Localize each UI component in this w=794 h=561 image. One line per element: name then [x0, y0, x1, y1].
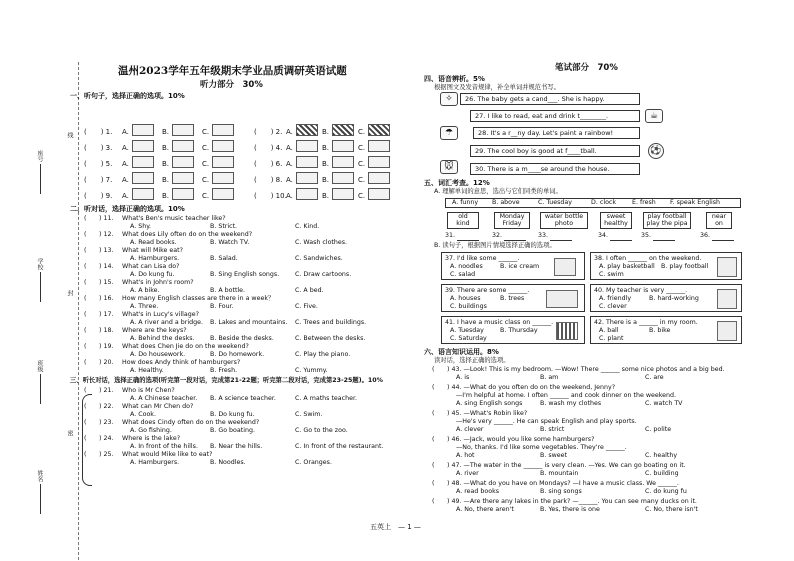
written-header: 笔试部分 70%: [555, 63, 618, 73]
q48-option-b[interactable]: B. sing songs: [540, 488, 582, 495]
q1-picture-c: [212, 124, 234, 136]
q41-option-c[interactable]: C. Saturday: [450, 335, 487, 342]
q38-option-b[interactable]: B. play football: [661, 263, 709, 270]
class-blank: [40, 374, 41, 404]
q13-option-c[interactable]: C. Sandwiches.: [295, 255, 343, 262]
q24-option-a[interactable]: A. In front of the hills.: [130, 443, 198, 450]
q5-picture-b: [172, 156, 194, 168]
school-label: 学校: [36, 258, 43, 270]
q39-option-a[interactable]: A. houses: [450, 295, 481, 302]
q15-question: What's in John's room?: [122, 279, 194, 286]
section5-heading: 五、词汇考查。12%: [424, 179, 490, 187]
group-34-blank[interactable]: [610, 240, 632, 241]
q4-option-c[interactable]: C.: [358, 144, 366, 152]
line-mark: 线: [66, 132, 73, 138]
group-35-box: [643, 212, 691, 229]
q1-option-b[interactable]: B.: [162, 128, 170, 136]
q23-option-c[interactable]: C. Go to the zoo.: [295, 427, 348, 434]
q11-number: ( ) 11.: [84, 215, 114, 222]
q37-question: 37. I'd like some ______.: [445, 255, 520, 262]
group-36-box: [706, 212, 732, 229]
q6-option-b[interactable]: B.: [322, 160, 330, 168]
q25-number: ( ) 25.: [84, 451, 114, 458]
q9-option-c[interactable]: C.: [202, 192, 210, 200]
q16-number: ( ) 16.: [84, 295, 114, 302]
q7-picture-a: [132, 172, 154, 184]
q44-option-b[interactable]: B. wash my clothes: [540, 400, 602, 407]
q27-box[interactable]: 27. I like to read, eat and drink t________.: [470, 110, 640, 122]
q18-option-c[interactable]: C. Between the desks.: [295, 335, 366, 342]
q3-number: ( ) 3.: [84, 144, 113, 152]
q1-option-c[interactable]: C.: [202, 128, 210, 136]
q15-option-a[interactable]: A. A bike.: [130, 287, 160, 294]
seal-mark: 封: [66, 290, 73, 296]
q1-option-a[interactable]: A.: [122, 128, 129, 136]
group-36-word-2: on: [715, 220, 723, 227]
q13-number: ( ) 13.: [84, 247, 114, 254]
q41-option-b[interactable]: B. Thursday: [500, 327, 538, 334]
q46-question: ( ) 46. —Jack, would you like some hamburgers?: [432, 436, 595, 443]
q6-picture-a: [296, 156, 318, 168]
q4-option-b[interactable]: B.: [322, 144, 330, 152]
q20-option-b[interactable]: B. Fresh.: [210, 367, 238, 374]
q23-option-a[interactable]: A. Go fishing.: [130, 427, 172, 434]
bank-word-f: F. speak English: [670, 199, 721, 206]
q1-picture-b: [172, 124, 194, 136]
q38-option-a[interactable]: A. play basketball: [599, 263, 655, 270]
q3-option-a[interactable]: A.: [122, 144, 129, 152]
bank-word-e: E. fresh: [632, 199, 656, 206]
group-35-word-1: play football: [647, 213, 687, 220]
buildings-picture: [546, 290, 578, 308]
q5-option-c[interactable]: C.: [202, 160, 210, 168]
q16-question: How many English classes are there in a week？: [122, 295, 275, 302]
q3-option-c[interactable]: C.: [202, 144, 210, 152]
group-34-number: 34.: [598, 232, 609, 239]
q3-picture-a: [132, 140, 154, 152]
q24-question: Where is the lake?: [122, 435, 181, 442]
q8-picture-a: [296, 172, 318, 184]
q37-option-c[interactable]: C. salad: [450, 271, 476, 278]
q22-option-c[interactable]: C. Swim.: [295, 411, 323, 418]
teacup-icon: ☕: [645, 109, 663, 123]
q24-option-b[interactable]: B. Near the hills.: [210, 443, 263, 450]
q13-option-a[interactable]: A. Hamburgers.: [130, 255, 180, 262]
q17-option-b[interactable]: B. Lakes and mountains.: [210, 319, 288, 326]
word-bank: [445, 198, 741, 208]
q14-option-a[interactable]: A. Do kung fu.: [130, 271, 175, 278]
q11-option-c[interactable]: C. Kind.: [295, 223, 320, 230]
group-36-word-1: near: [711, 213, 727, 220]
q22-option-b[interactable]: B. Do kung fu.: [210, 411, 255, 418]
q37-option-a[interactable]: A. noodles: [450, 263, 483, 270]
group-36-blank[interactable]: [712, 240, 734, 241]
q48-option-a[interactable]: A. read books: [456, 488, 500, 495]
q1-number: ( ) 1.: [84, 128, 113, 136]
q10-number: ( ) 10.: [254, 192, 287, 200]
q42-option-b[interactable]: B. bike: [649, 327, 671, 334]
q7-picture-c: [212, 172, 234, 184]
group-32-word-1: Monday: [499, 213, 525, 220]
q44-question: ( ) 44. —What do you often do on the weekend, Jenny?: [432, 384, 616, 391]
q11-question: What's Ben's music teacher like?: [122, 215, 226, 222]
q41-question: 41. I have a music class on ______.: [445, 319, 554, 326]
q3-picture-c: [212, 140, 234, 152]
q44-option-a[interactable]: A. sing English songs: [456, 400, 523, 407]
q7-option-a[interactable]: A.: [122, 176, 129, 184]
q2-picture-c: [368, 124, 390, 136]
football-icon: ⚽: [648, 143, 664, 159]
group-31-number: 31.: [445, 232, 456, 239]
q10-picture-c: [368, 188, 390, 200]
q7-option-c[interactable]: C.: [202, 176, 210, 184]
q7-picture-b: [172, 172, 194, 184]
bank-word-b: B. above: [492, 199, 520, 206]
q48-option-c[interactable]: C. do kung fu: [645, 488, 687, 495]
group-35-word-2: play the pipa: [646, 220, 688, 227]
q49-option-c[interactable]: C. No, there isn't: [645, 506, 698, 513]
q4-option-a[interactable]: A.: [286, 144, 293, 152]
q20-option-a[interactable]: A. Healthy.: [130, 367, 164, 374]
seat-label: 座号: [36, 150, 43, 162]
q4-picture-a: [296, 140, 318, 152]
q9-option-b[interactable]: B.: [162, 192, 170, 200]
q22-question: What can Mr Chen do?: [122, 403, 194, 410]
q14-number: ( ) 14.: [84, 263, 114, 270]
q42-box: [590, 316, 742, 344]
q20-question: How does Andy think of hamburgers?: [122, 359, 241, 366]
q13-question: What will Mike eat?: [122, 247, 183, 254]
group-31-box: [447, 212, 479, 229]
q6-number: ( ) 6.: [254, 160, 283, 168]
q45-option-b[interactable]: B. strict: [540, 426, 565, 433]
section5-instruction-b: B. 读句子，根据图片情境选择正确的选项。: [434, 242, 556, 249]
section6-heading: 六、语言知识运用。8%: [424, 348, 499, 356]
q47-question: ( ) 47. —The water in the ______ is very clean. —Yes. We can go boating on it.: [432, 462, 686, 469]
group-32-box: [494, 212, 530, 229]
q12-option-c[interactable]: C. Wash clothes.: [295, 239, 348, 246]
q9-picture-a: [132, 188, 154, 200]
rain-cloud-icon: ☂: [440, 126, 458, 140]
q45-option-c[interactable]: C. polite: [645, 426, 672, 433]
binding-dash-line: [78, 62, 79, 560]
q45-option-a[interactable]: A. clever: [456, 426, 484, 433]
q2-picture-b: [332, 124, 354, 136]
q10-option-b[interactable]: B.: [322, 192, 330, 200]
q10-picture-b: [332, 188, 354, 200]
name-label: 姓名: [36, 470, 43, 482]
q22-number: ( ) 22.: [84, 403, 114, 410]
q47-option-b[interactable]: B. mountain: [540, 470, 579, 477]
q21-option-a[interactable]: A. A Chinese teacher.: [130, 395, 198, 402]
q16-option-c[interactable]: C. Five.: [295, 303, 318, 310]
q5-picture-a: [132, 156, 154, 168]
q43-option-b[interactable]: B. am: [540, 374, 559, 381]
q5-option-b[interactable]: B.: [162, 160, 170, 168]
q24-number: ( ) 24.: [84, 435, 114, 442]
q11-option-b[interactable]: B. Strict.: [210, 223, 238, 230]
q9-picture-b: [172, 188, 194, 200]
q10-picture-a: [296, 188, 318, 200]
q42-option-a[interactable]: A. ball: [599, 327, 619, 334]
q20-option-c[interactable]: C. Yummy.: [295, 367, 328, 374]
q12-option-b[interactable]: B. Watch TV.: [210, 239, 250, 246]
group-33-blank[interactable]: [550, 240, 572, 241]
q6-picture-b: [332, 156, 354, 168]
q8-picture-c: [368, 172, 390, 184]
q17-question: What's in Lucy's village?: [122, 311, 199, 318]
class-label: 班级: [36, 360, 43, 372]
q22-option-a[interactable]: A. Cook.: [130, 411, 156, 418]
q42-option-c[interactable]: C. plant: [599, 335, 624, 342]
section2-heading: 二、听对话，选择正确的选项。10%: [70, 205, 185, 213]
q49-option-a[interactable]: A. No, there aren't: [456, 506, 514, 513]
q40-option-b[interactable]: B. hard-working: [649, 295, 699, 302]
group-31-word-1: old: [458, 213, 468, 220]
section5-instruction-a: A. 理解单词的意思，选出与它们同类的单词。: [434, 188, 562, 195]
q18-number: ( ) 18.: [84, 327, 114, 334]
q10-option-a[interactable]: A.: [286, 192, 293, 200]
q44-option-c[interactable]: C. watch TV: [645, 400, 683, 407]
bank-word-a: A. funny: [452, 199, 479, 206]
q10-option-c[interactable]: C.: [358, 192, 366, 200]
q3-picture-b: [172, 140, 194, 152]
q46-option-a[interactable]: A. hot: [456, 452, 475, 459]
q39-box: [441, 284, 585, 312]
group-33-word-1: water bottle: [544, 213, 584, 220]
q29-box[interactable]: 29. The cool boy is good at f____tball.: [470, 145, 640, 157]
q6-option-c[interactable]: C.: [358, 160, 366, 168]
group-35-number: 35.: [641, 232, 652, 239]
q5-option-a[interactable]: A.: [122, 160, 129, 168]
group-36-number: 36.: [700, 232, 711, 239]
q2-option-c[interactable]: C.: [358, 128, 366, 136]
teacher-picture: [717, 289, 737, 309]
q47-option-c[interactable]: C. building: [645, 470, 679, 477]
q7-number: ( ) 7.: [84, 176, 113, 184]
section3-heading: 三、听长对话，选择正确的选项(听完第一段对话，完成第21-22题；听完第二段对话，完成第23-25题)。10%: [70, 377, 383, 384]
q15-option-c[interactable]: C. A bed.: [295, 287, 324, 294]
q48-question: ( ) 48. —What do you have on Mondays? —I have a music class. We ______.: [432, 480, 679, 487]
q25-option-c[interactable]: C. Oranges.: [295, 459, 332, 466]
q28-box[interactable]: 28. It's a r__ny day. Let's paint a rainbow!: [473, 127, 640, 139]
q41-option-a[interactable]: A. Tuesday: [450, 327, 484, 334]
q46-option-b[interactable]: B. sweet: [540, 452, 567, 459]
q47-option-a[interactable]: A. river: [456, 470, 479, 477]
q43-option-a[interactable]: A. is: [456, 374, 470, 381]
q14-option-b[interactable]: B. Sing English songs.: [210, 271, 280, 278]
q41-box: [441, 316, 585, 344]
plant-picture: [717, 321, 737, 341]
q13-option-b[interactable]: B. Salad.: [210, 255, 238, 262]
exam-title: 温州2023学年五年级期末学业品质调研英语试题: [118, 65, 347, 77]
q21-number: ( ) 21.: [84, 387, 114, 394]
q2-option-b[interactable]: B.: [322, 128, 330, 136]
q44-question-2: —I'm helpful at home. I often ______ and cook dinner on the weekend.: [456, 392, 677, 399]
q25-question: What would Mike like to eat?: [122, 451, 213, 458]
q26-box[interactable]: 26. The baby gets a cand___. She is happy.: [460, 93, 640, 105]
group-33-box: [540, 212, 588, 229]
group-33-number: 33.: [538, 232, 549, 239]
q19-option-a[interactable]: A. Do housework.: [130, 351, 186, 358]
q45-question: ( ) 45. —What's Robin like?: [432, 410, 528, 417]
q6-option-a[interactable]: A.: [286, 160, 293, 168]
q16-option-b[interactable]: B. Four.: [210, 303, 234, 310]
q12-number: ( ) 12.: [84, 231, 114, 238]
q38-option-c[interactable]: C. swim: [599, 271, 624, 278]
q17-option-a[interactable]: A. A river and a bridge.: [130, 319, 203, 326]
basketball-boy-picture: [717, 257, 737, 277]
q5-picture-c: [212, 156, 234, 168]
q18-option-b[interactable]: B. Beside the desks.: [210, 335, 274, 342]
q40-box: [590, 284, 742, 312]
q24-option-c[interactable]: C. In front of the restaurant.: [295, 443, 384, 450]
bank-word-c: C. Tuesday: [538, 199, 573, 206]
q8-option-c[interactable]: C.: [358, 176, 366, 184]
q49-option-b[interactable]: B. Yes, there is one: [540, 506, 600, 513]
seat-blank: [40, 164, 41, 194]
section1-heading: 一、听句子，选择正确的选项。10%: [70, 92, 185, 100]
q23-option-b[interactable]: B. Go boating.: [210, 427, 255, 434]
q21-option-c[interactable]: C. A maths teacher.: [295, 395, 357, 402]
group-31-word-2: kind: [456, 220, 470, 227]
q37-option-b[interactable]: B. ice cream: [500, 263, 540, 270]
q4-picture-b: [332, 140, 354, 152]
group-34-word-1: sweet: [606, 213, 626, 220]
name-blank: [40, 484, 41, 514]
candy-icon: ✧: [440, 92, 458, 106]
group-32-blank[interactable]: [504, 240, 526, 241]
q21-question: Who is Mr Chen?: [122, 387, 175, 394]
q14-option-c[interactable]: C. Draw cartoons.: [295, 271, 352, 278]
q3-option-b[interactable]: B.: [162, 144, 170, 152]
q14-question: What can Lisa do?: [122, 263, 180, 270]
q23-number: ( ) 23.: [84, 419, 114, 426]
q4-number: ( ) 4.: [254, 144, 283, 152]
q12-question: What does Lily often do on the weekend?: [122, 231, 253, 238]
q18-option-a[interactable]: A. Behind the desks.: [130, 335, 195, 342]
q19-option-c[interactable]: C. Play the piano.: [295, 351, 351, 358]
q39-question: 39. There are some ______.: [445, 287, 530, 294]
q2-option-a[interactable]: A.: [286, 128, 293, 136]
q15-option-b[interactable]: B. A bottle.: [210, 287, 246, 294]
bank-word-d: D. clock: [591, 199, 617, 206]
q37-box: [441, 252, 585, 280]
q18-question: Where are the keys?: [122, 327, 187, 334]
q19-option-b[interactable]: B. Do homework.: [210, 351, 265, 358]
q45-question-2: —He's very ______. He can speak English and play sports.: [456, 418, 637, 425]
q8-option-a[interactable]: A.: [286, 176, 293, 184]
q43-question: ( ) 43. —Look! This is my bedroom. —Wow! There ______ some nice photos and a big bed.: [432, 366, 725, 373]
q19-question: What does Chen Jie do on the weekend?: [122, 343, 249, 350]
q49-question: ( ) 49. —Are there any lakes in the park? —______. You can see many ducks on it.: [432, 498, 697, 505]
q8-option-b[interactable]: B.: [322, 176, 330, 184]
group-34-word-2: healthy: [604, 220, 628, 227]
q6-picture-c: [368, 156, 390, 168]
section6-instruction: 读对话，选择正确的选项。: [434, 357, 510, 364]
q5-number: ( ) 5.: [84, 160, 113, 168]
q7-option-b[interactable]: B.: [162, 176, 170, 184]
q17-option-c[interactable]: C. Trees and buildings.: [295, 319, 367, 326]
q9-number: ( ) 9.: [84, 192, 113, 200]
q40-question: 40. My teacher is very ______.: [594, 287, 688, 294]
q15-number: ( ) 15.: [84, 279, 114, 286]
group-32-word-2: Friday: [502, 220, 522, 227]
calendar-picture: [556, 322, 578, 340]
q9-picture-c: [212, 188, 234, 200]
q46-question-2: —No, thanks. I'd like some vegetables. They're ______.: [456, 444, 627, 451]
q42-question: 42. There is a ______ in my room.: [594, 319, 698, 326]
q39-option-b[interactable]: B. trees: [500, 295, 525, 302]
q40-option-a[interactable]: A. friendly: [599, 295, 632, 302]
listening-header: 听力部分 30%: [200, 80, 263, 90]
group-33-word-2: photo: [554, 220, 574, 227]
q19-number: ( ) 19.: [84, 343, 114, 350]
school-blank: [40, 272, 41, 302]
q38-box: [590, 252, 742, 280]
mouse-icon: 🐭: [440, 160, 458, 174]
q9-option-a[interactable]: A.: [122, 192, 129, 200]
q25-option-b[interactable]: B. Noodles.: [210, 459, 246, 466]
q40-option-c[interactable]: C. clever: [599, 303, 627, 310]
q17-number: ( ) 17.: [84, 311, 114, 318]
group-31-blank[interactable]: [457, 240, 479, 241]
group-32-number: 32.: [492, 232, 503, 239]
q16-option-a[interactable]: A. Three.: [130, 303, 159, 310]
q8-picture-b: [332, 172, 354, 184]
ice-cream-picture: [554, 258, 576, 276]
q11-option-a[interactable]: A. Shy.: [130, 223, 152, 230]
page-footer: 五英上 — 1 —: [370, 523, 421, 531]
q12-option-a[interactable]: A. Read books.: [130, 239, 177, 246]
q2-number: ( ) 2.: [254, 128, 283, 136]
q4-picture-c: [368, 140, 390, 152]
section4-heading: 四、语音辨析。5%: [424, 75, 485, 83]
q39-option-c[interactable]: C. buildings: [450, 303, 487, 310]
group-34-box: [600, 212, 632, 229]
q20-number: ( ) 20.: [84, 359, 114, 366]
q30-box[interactable]: 30. There is a m____se around the house.: [470, 163, 640, 175]
q21-option-b[interactable]: B. A science teacher.: [210, 395, 276, 402]
q43-option-c[interactable]: C. are: [645, 374, 664, 381]
q25-option-a[interactable]: A. Hamburgers.: [130, 459, 180, 466]
secret-mark: 密: [66, 430, 73, 436]
group-35-blank[interactable]: [653, 240, 675, 241]
section4-instruction: 根据图文及发音规律，补全单词并规范书写。: [434, 84, 560, 91]
q38-question: 38. I often ______ on the weekend.: [594, 255, 702, 262]
q46-option-c[interactable]: C. healthy: [645, 452, 678, 459]
q2-picture-a: [296, 124, 318, 136]
q23-question: What does Cindy often do on the weekend?: [122, 419, 260, 426]
q1-picture-a: [132, 124, 154, 136]
q8-number: ( ) 8.: [254, 176, 283, 184]
